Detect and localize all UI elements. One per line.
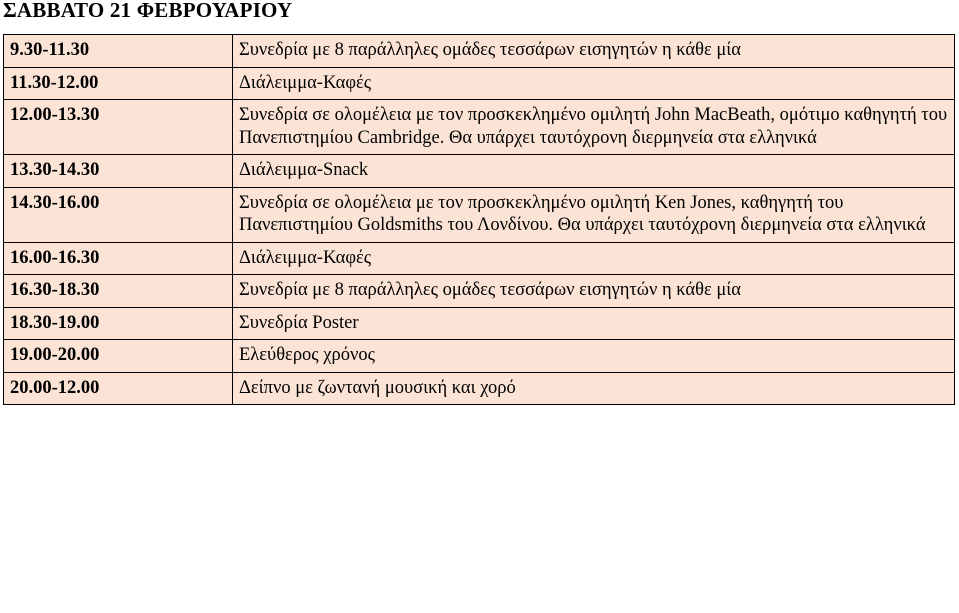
table-row [4, 35, 955, 68]
schedule-table [3, 34, 955, 405]
time-cell: 11.30-12.00 [4, 67, 233, 100]
time-cell: 9.30-11.30 [4, 35, 233, 68]
activity-cell: Συνεδρία με 8 παράλληλες ομάδες τεσσάρων εισηγητών η κάθε μία [233, 35, 955, 68]
day-title: ΣΑΒΒΑΤΟ 21 ΦΕΒΡΟΥΑΡΙΟΥ [3, 0, 293, 22]
table-row [4, 372, 955, 405]
table-row [4, 67, 955, 100]
time-cell: 18.30-19.00 [4, 307, 233, 340]
table-row [4, 155, 955, 188]
table-row [4, 187, 955, 242]
time-cell: 13.30-14.30 [4, 155, 233, 188]
activity-cell: Συνεδρία σε ολομέλεια με τον προσκεκλημένο ομιλητή John MacBeath, ομότιμο καθηγητή του Πανεπιστημίου Cambridge. Θα υπάρχει ταυτόχρονη διερμηνεία στα ελληνικά [233, 100, 955, 155]
time-cell: 19.00-20.00 [4, 340, 233, 373]
activity-cell: Συνεδρία σε ολομέλεια με τον προσκεκλημένο ομιλητή Ken Jones, καθηγητή του Πανεπιστημίου Goldsmiths του Λονδίνου. Θα υπάρχει ταυτόχρονη διερμηνεία στα ελληνικά [233, 187, 955, 242]
activity-cell: Ελεύθερος χρόνος [233, 340, 955, 373]
time-cell: 20.00-12.00 [4, 372, 233, 405]
time-cell: 14.30-16.00 [4, 187, 233, 242]
time-cell: 16.00-16.30 [4, 242, 233, 275]
table-row [4, 275, 955, 308]
table-row [4, 100, 955, 155]
table-row [4, 307, 955, 340]
activity-cell: Δείπνο με ζωντανή μουσική και χορό [233, 372, 955, 405]
time-cell: 16.30-18.30 [4, 275, 233, 308]
activity-cell: Διάλειμμα-Καφές [233, 242, 955, 275]
activity-cell: Διάλειμμα-Snack [233, 155, 955, 188]
activity-cell: Διάλειμμα-Καφές [233, 67, 955, 100]
activity-cell: Συνεδρία με 8 παράλληλες ομάδες τεσσάρων εισηγητών η κάθε μία [233, 275, 955, 308]
table-row [4, 340, 955, 373]
activity-cell: Συνεδρία Poster [233, 307, 955, 340]
table-row [4, 242, 955, 275]
time-cell: 12.00-13.30 [4, 100, 233, 155]
